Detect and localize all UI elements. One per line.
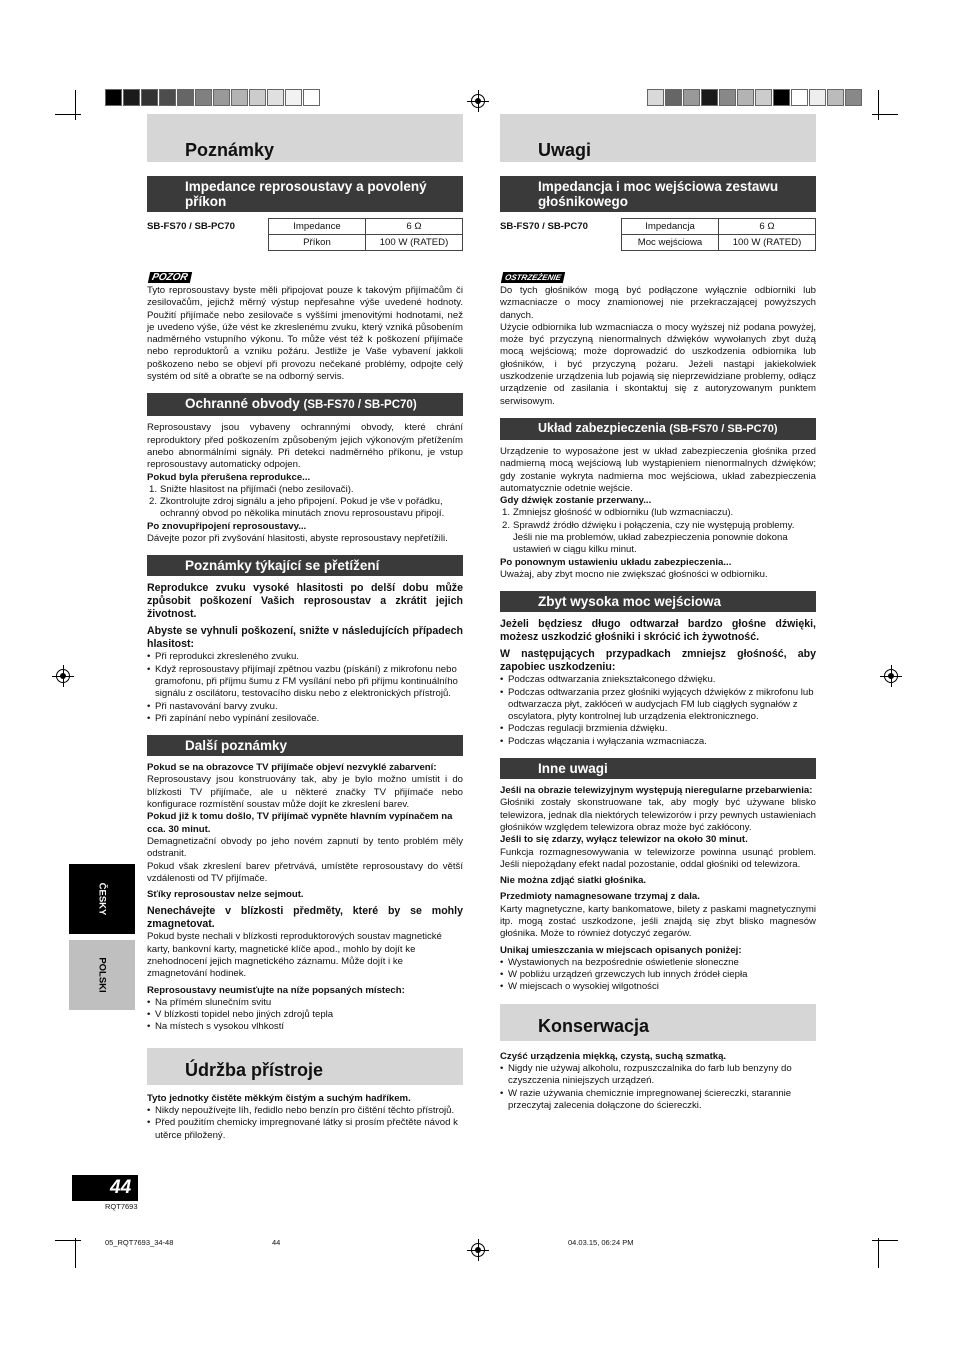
other-tv-text2: Funkcja rozmagnesowywania w telewizorze powinna usunąć problem. Jeśli niepożądany efekt nadal pozostanie, oddal głośniki od telewizora. (500, 846, 816, 870)
registration-mark-left (56, 669, 70, 683)
right-column (500, 114, 816, 1112)
overload-p2: Abyste se vyhnuli poškození, snižte v následujících případech hlasitost: (147, 625, 463, 651)
protection-reconnect: Po znovupřipojení reprosoustavy... (147, 520, 307, 532)
registration-mark-bottom (471, 1243, 485, 1257)
protection-reconnect-text: Dávejte pozor při zvyšování hlasitosti, abyste reprosoustavy nepřetížili. (147, 533, 448, 545)
caution-badge: OSTRZEŻENIE (501, 272, 565, 283)
footer-page: 44 (272, 1238, 281, 1247)
list-item: • Podczas odtwarzania zniekształconego dźwięku. (500, 674, 816, 686)
protection-interrupted: Pokud byla přerušena reprodukce... (147, 471, 311, 483)
section-title-care-pl: Konserwacja (500, 1004, 816, 1041)
other-tv-bold: Pokud již k tomu došlo, TV přijímač vypněte hlavním vypínačem na cca. 30 minut. (147, 811, 453, 835)
footer-file: 05_RQT7693_34-48 (105, 1238, 174, 1247)
protection-interrupted: Gdy dźwięk zostanie przerwany... (500, 495, 652, 507)
section-title-care: Údržba přístroje (147, 1048, 463, 1085)
list-item: • W razie używania chemicznie impregnowanej ściereczki, starannie przeczytaj zalecenia dołączone do ściereczki. (500, 1088, 816, 1113)
list-item: • Před použitím chemicky impregnované látky si prosím přečtěte návod k utěrce přiložený. (147, 1117, 463, 1142)
other-magnet-title: Nenechávejte v blízkosti předměty, které by se mohly zmagnetovat. (147, 905, 463, 931)
section-heading-protection-pl (500, 418, 816, 440)
protection-text: Reprosoustavy jsou vybaveny ochrannými obvody, které chrání reproduktory před poškozením způsobeným jejich výkonovým přetížením anebo abnormálními signály. Při detekci nadměrného příkonu, je vstup reprosoustavy automaticky odpojen. (147, 422, 463, 471)
registration-mark-top (471, 94, 485, 108)
other-place-title: Unikaj umieszczania w miejscach opisanych poniżej: (500, 944, 742, 956)
list-item: • W miejscach o wysokiej wilgotności (500, 981, 816, 993)
list-item: 1. Zmniejsz głośność w odbiorniku (lub wzmacniaczu). (502, 507, 734, 519)
language-tab-polish (69, 940, 135, 1010)
table-cell: Impedance (269, 219, 366, 235)
spec-table (268, 218, 463, 251)
color-bar-left (105, 89, 321, 106)
heading-model: (SB-FS70 / SB-PC70) (669, 422, 778, 435)
table-cell: 100 W (RATED) (366, 235, 463, 251)
list-item: • Nigdy nie używaj alkoholu, rozpuszczalnika do farb lub benzyny do czyszczenia niniejszych urządzeń. (500, 1063, 816, 1088)
heading-text: Ochranné obvody (185, 396, 300, 412)
page-title-notes: Poznámky (147, 114, 463, 162)
list-item: • Podczas włączania i wyłączania wzmacniacza. (500, 736, 816, 748)
list-item: 1. Snižte hlasitost na přijímači (nebo zesilovači). (149, 483, 354, 495)
overload-list (500, 674, 816, 748)
step-text: Zmniejsz głośność w odbiorniku (lub wzmacniaczu). (513, 507, 734, 519)
table-row (269, 235, 463, 251)
other-tv-text3: Pokud však zkreslení barev přetrvává, umístěte reprosoustavy do větší vzdálenosti od TV přijímače. (147, 860, 463, 884)
section-heading-impedance-pl: Impedancja i moc wejściowa zestawu głośnikowego (500, 176, 816, 212)
section-heading-protection (147, 393, 463, 416)
other-tv-text: Reprosoustavy jsou konstruovány tak, aby je bylo možno umístit i do blízkosti TV přijímače, ale u některé značky TV přijímače nebo konfigurace rozmístění soustav může dojít ke zkreslení barev. (147, 774, 463, 811)
heading-text: Układ zabezpieczenia (538, 420, 666, 435)
table-row (622, 219, 816, 235)
table-cell: 100 W (RATED) (719, 235, 816, 251)
table-cell: 6 Ω (719, 219, 816, 235)
left-column (147, 114, 463, 1142)
list-item: 2. Zkontrolujte zdroj signálu a jeho připojení. Pokud je vše v pořádku, ochranný obvod po několika minutách znovu reprosoustavu připojí. (149, 496, 445, 520)
other-tv-title: Pokud se na obrazovce TV přijímače objeví nezvyklé zabarvení: (147, 762, 437, 774)
table-cell: Příkon (269, 235, 366, 251)
section-heading-impedance: Impedance reprosoustavy a povolený příkon (147, 176, 463, 212)
table-row (269, 219, 463, 235)
list-item: • Podczas regulacji brzmienia dźwięku. (500, 723, 816, 735)
list-item: • Při zapínání nebo vypínání zesilovače. (147, 713, 463, 725)
table-cell: Impedancja (622, 219, 719, 235)
list-item: • Na přímém slunečním svitu (147, 997, 463, 1009)
protection-reconnect-text: Uważaj, aby zbyt mocno nie zwiększać głośności w odbiorniku. (500, 568, 768, 580)
document-code: RQT7693 (105, 1202, 138, 1211)
other-magnet-title: Przedmioty namagnesowane trzymaj z dala. (500, 891, 700, 903)
spec-table (621, 218, 816, 251)
language-tab-label: ČESKY (96, 882, 108, 916)
section-heading-other-pl: Inne uwagi (500, 758, 816, 779)
list-item: 2. Sprawdź źródło dźwięku i połączenia, czy nie występują problemy. Jeśli nie ma problemów, układ zabezpieczenia ponownie dokona ustawień w ciągu kilku minut. (502, 519, 795, 556)
table-cell: Moc wejściowa (622, 235, 719, 251)
list-item: • W pobliżu urządzeń grzewczych lub innych źródeł ciepła (500, 969, 816, 981)
footer-date: 04.03.15, 06:24 PM (568, 1238, 634, 1247)
caution-text2: Użycie odbiornika lub wzmacniacza o mocy wyższej niż podana powyżej, może być przyczyną nienormalnych dźwięków wywołanych zbyt dużą mocą wejściową; może doprowadzić do uszkodzenia odbiornika lub głośników, i być przyczyną pożaru. Jeżeli nastąpi jakiekolwiek uszkodzenie urządzenia lub pojawią się nieprzewidziane problemy, odłącz urządzenie od zasilania i skontaktuj się z autoryzowanym punktem serwisowym. (500, 321, 816, 407)
other-tv-title: Jeśli na obrazie telewizyjnym występują nieregularne przebarwienia: (500, 785, 813, 797)
care-list (500, 1063, 816, 1112)
list-item: • Wystawionych na bezpośrednie oświetlenie słoneczne (500, 957, 816, 969)
list-item: • Při nastavování barvy zvuku. (147, 701, 463, 713)
care-list (147, 1105, 463, 1142)
other-tv-text: Głośniki zostały skonstruowane tak, aby mogły być używane blisko telewizora, jednak dla niektórych telewizorów i przy pewnych ustawieniach głośników względem telewizora obraz może być zakłócony. (500, 797, 816, 833)
caution-text: Tyto reprosoustavy byste měli připojovat pouze k takovým přijímačům či zesilovačům, jejichž měrný výstup nepřesahne výše uvedené hodnoty. Použití přijímače nebo zesilovače s vyššími jmenovitými hodnotami, než je uvedeno výše, úže vést ke zkreslenému zvuku, který vzniká působením nadměrného vstupního výkonu. To může vést též k poškození přijímače nebo reproduktorů a vzniku požáru. Jestliže je Vaše vybavení jakkoli poškozeno nebo se objeví při provozu nečekané problémy, odpojte celý systém od sítě a obraťte se na odborný servis. (147, 285, 463, 383)
protection-text: Urządzenie to wyposażone jest w układ zabezpieczenia głośnika przed nadmierną mocą wejściową lub wystąpieniem nienormalnych dźwięków; gdy zostanie wykryta nadmierna moc wejściowa, układ zabezpieczenia automatycznie odetnie wejście. (500, 445, 816, 494)
overload-p2: W następujących przypadkach zmniejsz głośność, aby zapobiec uszkodzeniu: (500, 648, 816, 674)
overload-p1: Jeżeli będziesz długo odtwarzał bardzo głośne dźwięki, możesz uszkodzić głośniki i skrócić ich żywotność. (500, 618, 816, 644)
other-magnet-text: Karty magnetyczne, karty bankomatowe, bilety z paskami magnetycznymi itp. mogą zostać uszkodzone, jeśli znajdą się zbyt blisko magnesów głośnika. Może to również dotyczyć zegarów. (500, 903, 816, 940)
caution-text: Do tych głośników mogą być podłączone wyłącznie odbiorniki lub wzmacniacze o mocy znamionowej nie przekraczającej powyższych danych. (500, 285, 816, 321)
overload-list (147, 651, 463, 725)
model-label: SB-FS70 / SB-PC70 (147, 221, 235, 232)
other-places-list (500, 957, 816, 994)
registration-mark-right (884, 669, 898, 683)
section-heading-other: Další poznámky (147, 735, 463, 756)
other-tv-text2: Demagnetizační obvody po jeho novém zapnutí by tento problém měly odstranit. (147, 835, 463, 860)
protection-steps (147, 484, 463, 521)
care-lead: Czyść urządzenia miękką, czystą, suchą szmatką. (500, 1050, 727, 1062)
color-bar-right (647, 89, 863, 106)
other-grille: Nie można zdjąć siatki głośnika. (500, 875, 647, 887)
section-heading-overload-pl: Zbyt wysoka moc wejściowa (500, 591, 816, 612)
list-item: • Na místech s vysokou vlhkostí (147, 1021, 463, 1033)
section-heading-overload: Poznámky týkající se přetížení (147, 555, 463, 576)
list-item: • Podczas odtwarzania przez głośniki wyjących dźwięków z mikrofonu lub odtwarzacza płyt, zakłóceń w audycjach FM lub ciągłych sygnałów z oscylatora, płyty kontrolnej lub urządzenia elektronicznego. (500, 687, 816, 724)
protection-steps (500, 507, 816, 556)
language-tab-label: POLSKI (96, 957, 108, 993)
caution-badge: POZOR (148, 272, 192, 283)
spec-row (500, 218, 816, 251)
spec-row (147, 218, 463, 251)
protection-reconnect: Po ponownym ustawieniu układu zabezpieczenia... (500, 556, 732, 568)
step-text: Zkontrolujte zdroj signálu a jeho připojení. Pokud je vše v pořádku, ochranný obvod po několika minutách znovu reprosoustavu připojí. (160, 496, 445, 520)
other-grille: Sťíky reprosoustav nelze sejmout. (147, 889, 304, 901)
care-lead: Tyto jednotky čistěte měkkým čistým a suchým hadříkem. (147, 1092, 411, 1104)
other-magnet-text: Pokud byste nechali v blízkosti reproduktorových soustav magnetické karty, bankovní karty, magnetické klíče apod., mohlo by dojít ke znehodnocení jejich magnetického záznamu. Může dojít i ke zmagnetování hodinek. (147, 931, 442, 980)
step-text: Snižte hlasitost na přijímači (nebo zesilovači). (160, 483, 354, 495)
page-number: 44 (72, 1175, 138, 1201)
model-label: SB-FS70 / SB-PC70 (500, 221, 588, 232)
table-row (622, 235, 816, 251)
page-title-notes-pl: Uwagi (500, 114, 816, 162)
list-item: • Když reprosoustavy přijímají zpětnou vazbu (pískání) z mikrofonu nebo gramofonu, při příjmu šumu z FM vysílání nebo při příjmu kontinuálního signálu z oscilátoru, testovacího disku nebo z elektronických přístrojů. (147, 664, 463, 701)
heading-model: (SB-FS70 / SB-PC70) (303, 399, 417, 412)
other-places-list (147, 997, 463, 1034)
step-text: Sprawdź źródło dźwięku i połączenia, czy nie występują problemy. Jeśli nie ma problemów, układ zabezpieczenia ponownie dokona ustawień w ciągu kilku minut. (513, 519, 795, 556)
list-item: • V blízkosti topidel nebo jiných zdrojů tepla (147, 1009, 463, 1021)
other-place-title: Reprosoustavy neumisťujte na níže popsaných místech: (147, 984, 405, 996)
language-tab-czech (69, 864, 135, 934)
overload-p1: Reprodukce zvuku vysoké hlasitosti po delší dobu může způsobit poškození Vašich reprosoustav a zkrátit jejich životnost. (147, 582, 463, 621)
list-item: • Nikdy nepoužívejte líh, ředidlo nebo benzín pro čištění těchto přístrojů. (147, 1105, 463, 1117)
list-item: • Při reprodukci zkresleného zvuku. (147, 651, 463, 663)
table-cell: 6 Ω (366, 219, 463, 235)
other-tv-bold: Jeśli to się zdarzy, wyłącz telewizor na około 30 minut. (500, 834, 748, 846)
